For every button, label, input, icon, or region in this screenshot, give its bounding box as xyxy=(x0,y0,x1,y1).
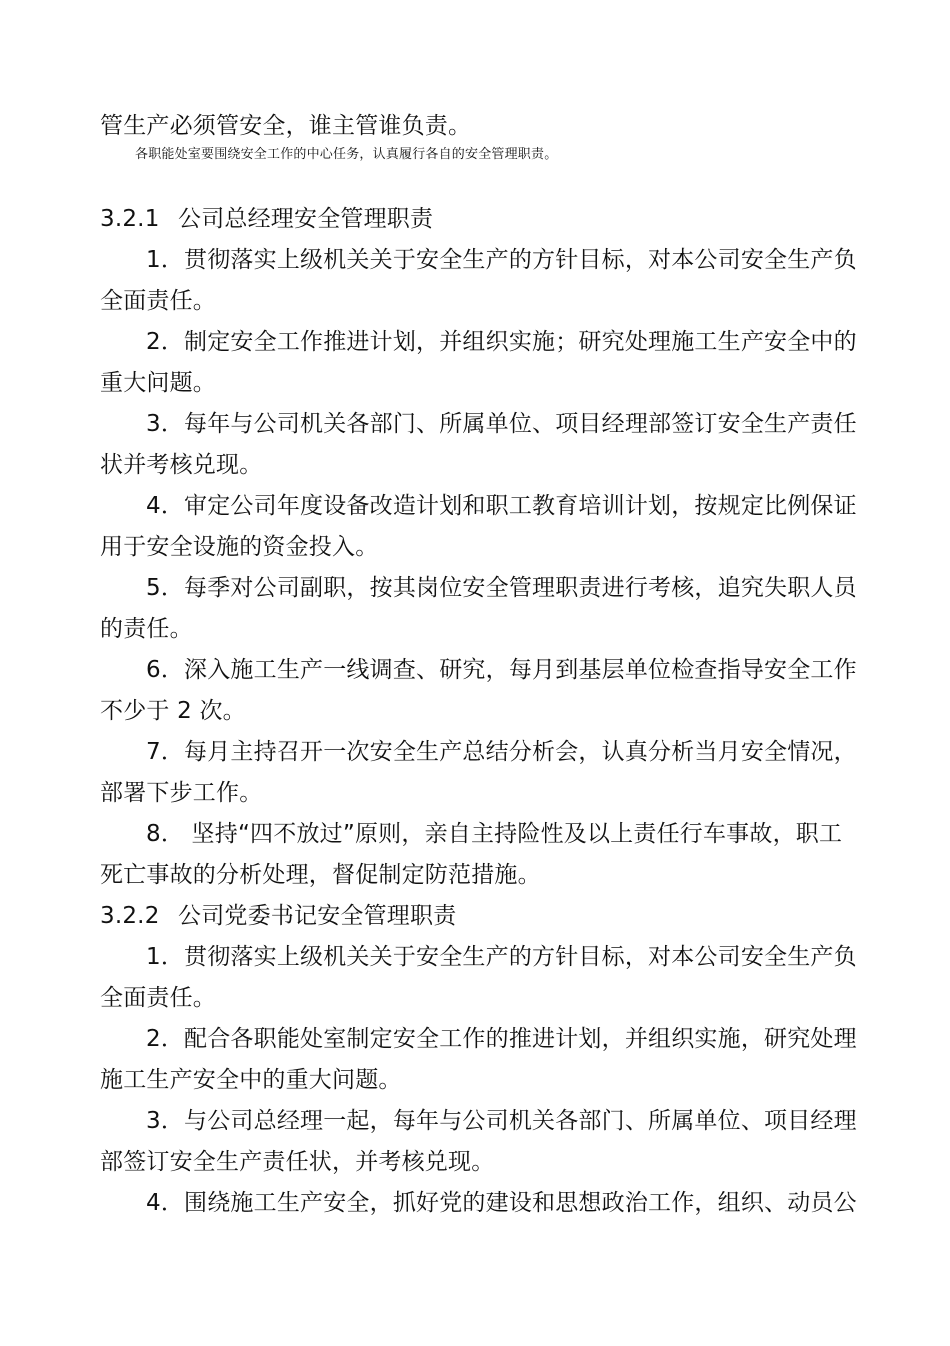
duty-item-7-line2: 部署下步工作。 xyxy=(100,780,263,806)
duty-item-3-line1: 3．每年与公司机关各部门、所属单位、项目经理部签订安全生产责任 xyxy=(146,411,857,437)
duty-item-7-line1: 7．每月主持召开一次安全生产总结分析会，认真分析当月安全情况， xyxy=(146,739,857,765)
duty-item-3-line2: 状并考核兑现。 xyxy=(100,452,263,478)
duty-item-4-line1: 4．审定公司年度设备改造计划和职工教育培训计划，按规定比例保证 xyxy=(146,493,857,519)
section-heading-3-2-1 xyxy=(100,204,433,234)
secretary-item-2-line1: 2．配合各职能处室制定安全工作的推进计划，并组织实施，研究处理 xyxy=(146,1026,857,1052)
intro-note: 各职能处室要围绕安全工作的中心任务，认真履行各自的安全管理职责。 xyxy=(135,147,558,162)
duty-item-6-line1: 6．深入施工生产一线调查、研究，每月到基层单位检查指导安全工作 xyxy=(146,657,857,683)
duty-item-8-line2: 死亡事故的分析处理，督促制定防范措施。 xyxy=(100,862,541,888)
duty-item-8-line1: 8． 坚持“四不放过”原则，亲自主持险性及以上责任行车事故，职工 xyxy=(146,821,843,847)
secretary-item-2-line2: 施工生产安全中的重大问题。 xyxy=(100,1067,402,1093)
duty-item-5-line2: 的责任。 xyxy=(100,616,193,642)
intro-line: 管生产必须管安全，谁主管谁负责。 xyxy=(100,113,472,139)
secretary-item-4-line1: 4．围绕施工生产安全，抓好党的建设和思想政治工作，组织、动员公 xyxy=(146,1190,857,1216)
duty-item-2-line1: 2．制定安全工作推进计划，并组织实施；研究处理施工生产安全中的 xyxy=(146,329,857,355)
duty-item-4-line2: 用于安全设施的资金投入。 xyxy=(100,534,379,560)
section-title: 公司党委书记安全管理职责 xyxy=(178,903,457,929)
section-number: 3.2.1 xyxy=(100,206,160,232)
section-heading-3-2-2 xyxy=(100,901,456,931)
duty-item-1-line2: 全面责任。 xyxy=(100,288,216,314)
duty-item-2-line2: 重大问题。 xyxy=(100,370,216,396)
duty-item-1-line1: 1．贯彻落实上级机关关于安全生产的方针目标，对本公司安全生产负 xyxy=(146,247,857,273)
section-number: 3.2.2 xyxy=(100,903,160,929)
duty-item-6-line2: 不少于 2 次。 xyxy=(100,698,246,724)
duty-item-5-line1: 5．每季对公司副职，按其岗位安全管理职责进行考核，追究失职人员 xyxy=(146,575,857,601)
secretary-item-3-line1: 3．与公司总经理一起，每年与公司机关各部门、所属单位、项目经理 xyxy=(146,1108,857,1134)
secretary-item-1-line1: 1．贯彻落实上级机关关于安全生产的方针目标，对本公司安全生产负 xyxy=(146,944,857,970)
section-title: 公司总经理安全管理职责 xyxy=(178,206,434,232)
secretary-item-3-line2: 部签订安全生产责任状，并考核兑现。 xyxy=(100,1149,495,1175)
secretary-item-1-line2: 全面责任。 xyxy=(100,985,216,1011)
